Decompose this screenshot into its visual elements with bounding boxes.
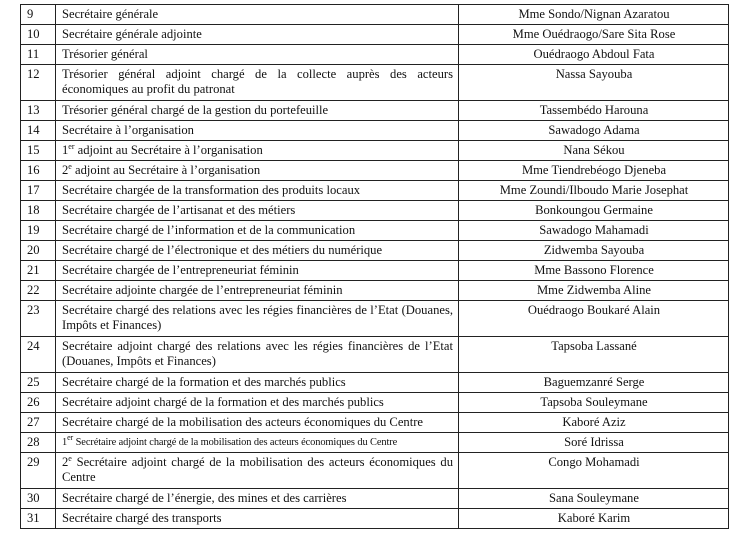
role-cell [56,161,459,181]
role-text: adjoint au Secrétaire à l’organisation [75,163,261,177]
row-number: 29 [21,453,56,489]
row-number: 17 [21,181,56,201]
role-cell: Secrétaire chargé de l’électronique et des métiers du numérique [56,241,459,261]
name-cell: Mme Zoundi/Ilboudo Marie Josephat [459,181,729,201]
name-cell: Tapsoba Lassané [459,337,729,373]
name-cell: Tapsoba Souleymane [459,393,729,413]
table-row [21,413,729,433]
name-cell: Kaboré Aziz [459,413,729,433]
ordinal-number: 1 [62,437,68,448]
name-cell: Mme Tiendrebéogo Djeneba [459,161,729,181]
table-row [21,393,729,413]
name-cell: Sawadogo Mahamadi [459,221,729,241]
role-cell: Secrétaire chargé des transports [56,509,459,529]
row-number: 18 [21,201,56,221]
table-row [21,241,729,261]
table-row [21,453,729,489]
row-number: 22 [21,281,56,301]
row-number: 24 [21,337,56,373]
row-number: 9 [21,5,56,25]
role-cell: Secrétaire chargé de l’énergie, des mines et des carrières [56,489,459,509]
name-cell: Ouédraogo Abdoul Fata [459,45,729,65]
row-number: 14 [21,121,56,141]
table-row [21,45,729,65]
ordinal-number: 2 [62,455,69,469]
role-cell: Secrétaire chargé de la mobilisation des acteurs économiques du Centre [56,413,459,433]
table-row [21,261,729,281]
role-cell: Secrétaire à l’organisation [56,121,459,141]
name-cell: Soré Idrissa [459,433,729,453]
ordinal-suffix: er [67,433,74,442]
ordinal-suffix: e [68,454,72,463]
table-row [21,337,729,373]
row-number: 20 [21,241,56,261]
role-cell: Secrétaire adjointe chargée de l’entrepreneuriat féminin [56,281,459,301]
role-text: Secrétaire adjoint chargé de la mobilisation des acteurs économiques du Centre [62,455,453,484]
name-cell: Ouédraogo Boukaré Alain [459,301,729,337]
name-cell: Mme Sondo/Nignan Azaratou [459,5,729,25]
table-row [21,221,729,241]
row-number: 28 [21,433,56,453]
name-cell: Kaboré Karim [459,509,729,529]
role-cell: Trésorier général [56,45,459,65]
name-cell: Congo Mohamadi [459,453,729,489]
row-number: 27 [21,413,56,433]
role-cell: Secrétaire chargé de l’information et de la communication [56,221,459,241]
ordinal-number: 1 [62,143,69,157]
row-number: 21 [21,261,56,281]
role-cell [56,453,459,489]
row-number: 13 [21,101,56,121]
role-cell: Secrétaire générale adjointe [56,25,459,45]
row-number: 19 [21,221,56,241]
table-row [21,25,729,45]
role-cell [56,141,459,161]
row-number: 30 [21,489,56,509]
table-row [21,101,729,121]
role-cell: Secrétaire générale [56,5,459,25]
table-row [21,281,729,301]
name-cell: Bonkoungou Germaine [459,201,729,221]
table-row [21,65,729,101]
table-row [21,201,729,221]
name-cell: Zidwemba Sayouba [459,241,729,261]
name-cell: Mme Bassono Florence [459,261,729,281]
name-cell: Tassembédo Harouna [459,101,729,121]
name-cell: Sana Souleymane [459,489,729,509]
table-row [21,181,729,201]
ordinal-number: 2 [62,163,69,177]
table-row [21,121,729,141]
row-number: 12 [21,65,56,101]
name-cell: Nassa Sayouba [459,65,729,101]
role-cell: Secrétaire chargé des relations avec les régies financières de l’Etat (Douanes, Impôts et Finances) [56,301,459,337]
role-cell: Secrétaire chargée de la transformation des produits locaux [56,181,459,201]
members-table [20,4,729,529]
role-cell: Secrétaire adjoint chargé de la formation et des marchés publics [56,393,459,413]
table-row [21,141,729,161]
role-cell: Secrétaire chargée de l’entrepreneuriat féminin [56,261,459,281]
role-cell [56,433,459,453]
name-cell: Mme Zidwemba Aline [459,281,729,301]
row-number: 11 [21,45,56,65]
name-cell: Nana Sékou [459,141,729,161]
name-cell: Baguemzanré Serge [459,373,729,393]
row-number: 15 [21,141,56,161]
row-number: 31 [21,509,56,529]
row-number: 26 [21,393,56,413]
role-text: adjoint au Secrétaire à l’organisation [77,143,263,157]
role-cell: Secrétaire chargée de l’artisanat et des métiers [56,201,459,221]
table-row [21,489,729,509]
role-cell: Trésorier général adjoint chargé de la collecte auprès des acteurs économiques au profit du patronat [56,65,459,101]
row-number: 16 [21,161,56,181]
name-cell: Mme Ouédraogo/Sare Sita Rose [459,25,729,45]
role-cell: Trésorier général chargé de la gestion du portefeuille [56,101,459,121]
row-number: 10 [21,25,56,45]
table-row [21,509,729,529]
role-text: Secrétaire adjoint chargé de la mobilisation des acteurs économiques du Centre [75,437,398,448]
role-cell: Secrétaire adjoint chargé des relations avec les régies financières de l’Etat (Douanes, Impôts et Finances) [56,337,459,373]
row-number: 23 [21,301,56,337]
table-row [21,5,729,25]
table-row [21,433,729,453]
ordinal-suffix: er [68,142,75,151]
table-row [21,373,729,393]
table-row [21,301,729,337]
row-number: 25 [21,373,56,393]
name-cell: Sawadogo Adama [459,121,729,141]
role-cell: Secrétaire chargé de la formation et des marchés publics [56,373,459,393]
table-row [21,161,729,181]
ordinal-suffix: e [68,162,72,171]
